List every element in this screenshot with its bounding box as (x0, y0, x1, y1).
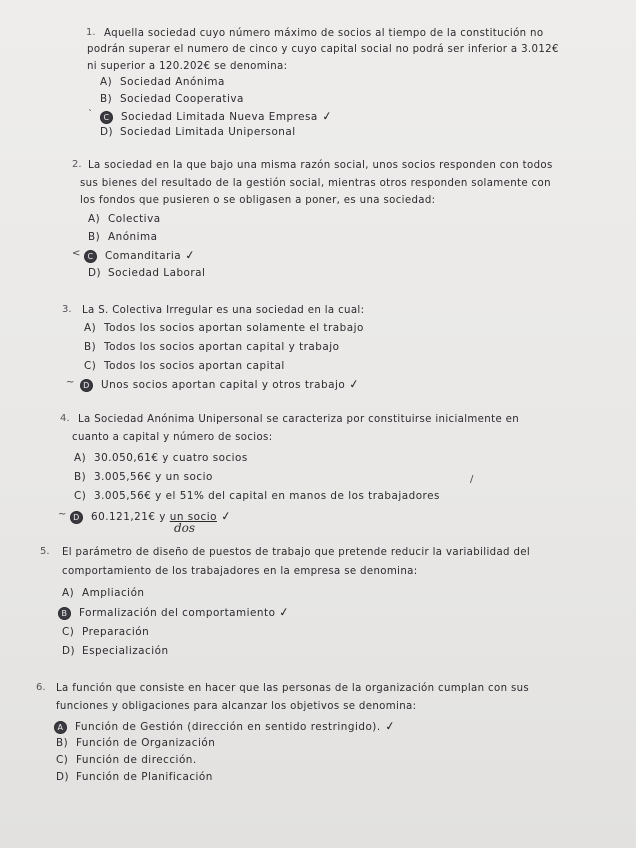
q1-option-a-text: Sociedad Anónima (120, 76, 225, 88)
q3-option-b-letter: B) (84, 341, 97, 353)
question-1-stem (104, 26, 543, 43)
question-2-line-3: los fondos que pusieren o se obligasen a poner, es una sociedad: (80, 194, 436, 206)
question-1-line-2: podrán superar el numero de cinco y cuyo capital social no podrá ser inferior a 3.012€ (87, 44, 559, 55)
q3-option-a-text: Todos los socios aportan solamente el trabajo (104, 322, 364, 334)
question-4-line-1: La Sociedad Anónima Unipersonal se caracteriza por constituirse inicialmente en (78, 414, 520, 425)
q1-option-b-text: Sociedad Cooperativa (120, 93, 244, 105)
q6-option-d-text: Función de Planificación (76, 771, 213, 783)
q4-option-b-letter: B) (74, 471, 87, 483)
q4-check-icon: ✓ (220, 508, 233, 524)
q4-option-b-text: 3.005,56€ y un socio (94, 471, 213, 483)
q2-option-b[interactable] (88, 230, 158, 244)
question-3-line-1: La S. Colectiva Irregular es una sociedad en la cual: (82, 305, 365, 316)
q4-option-b[interactable] (74, 470, 213, 484)
question-4-line-2: cuanto a capital y número de socios: (72, 432, 273, 443)
q5-option-d-letter: D) (62, 645, 76, 657)
q2-option-c-circled-letter: C (84, 250, 97, 263)
q4-answer-dash: ~ (58, 509, 67, 520)
q6-option-a[interactable] (54, 719, 395, 734)
q4-option-d[interactable] (70, 509, 232, 524)
q6-option-b[interactable] (56, 736, 215, 750)
q4-stray-mark: / (470, 474, 474, 485)
q2-option-d-text: Sociedad Laboral (108, 267, 206, 279)
q1-option-a-letter: A) (100, 76, 113, 88)
question-1-line-3: ni superior a 120.202€ se denomina: (87, 60, 288, 72)
q4-option-c-text: 3.005,56€ y el 51% del capital en manos de los trabajadores (94, 490, 440, 502)
q3-option-b-text: Todos los socios aportan capital y trabajo (104, 341, 340, 353)
q5-option-b-text: Formalización del comportamiento (79, 607, 276, 619)
question-4-stem-cont (72, 430, 272, 447)
q2-option-c[interactable] (84, 248, 196, 263)
q4-option-a-letter: A) (74, 452, 87, 464)
q5-option-d[interactable] (62, 644, 169, 658)
question-6-stem-cont (56, 699, 416, 716)
question-3-number: 3. (62, 304, 72, 315)
question-6-stem (56, 681, 529, 698)
q1-option-d[interactable] (100, 125, 296, 139)
q1-option-a[interactable] (100, 75, 225, 89)
q2-option-a-letter: A) (88, 213, 101, 225)
q2-option-c-text: Comanditaria (105, 250, 182, 262)
q5-option-a[interactable] (62, 586, 145, 600)
question-1-line-1: Aquella sociedad cuyo número máximo de socios al tiempo de la constitución no (104, 28, 544, 39)
q4-option-a[interactable] (74, 451, 248, 465)
q6-option-c-letter: C) (56, 754, 69, 766)
question-2-stem (88, 158, 553, 175)
q2-option-b-letter: B) (88, 231, 101, 243)
q3-option-c-letter: C) (84, 360, 97, 372)
q1-option-c[interactable] (100, 109, 332, 124)
question-5-line-2: comportamiento de los trabajadores en la empresa se denomina: (62, 566, 418, 577)
q5-option-b-circled-letter: B (58, 607, 71, 620)
q5-option-c[interactable] (62, 625, 149, 639)
question-6-line-2: funciones y obligaciones para alcanzar los objetivos se denomina: (56, 701, 417, 712)
q3-option-c[interactable] (84, 359, 285, 373)
q5-option-a-letter: A) (62, 587, 75, 599)
q5-option-d-text: Especialización (82, 645, 169, 657)
q3-answer-dash: ~ (66, 377, 75, 388)
q1-option-d-text: Sociedad Limitada Unipersonal (120, 126, 296, 138)
question-5-stem-cont (62, 564, 418, 581)
q6-option-a-text: Función de Gestión (dirección en sentido restringido). (75, 721, 381, 733)
q6-option-b-text: Función de Organización (76, 737, 216, 749)
question-5-number: 5. (40, 546, 50, 557)
q6-option-c[interactable] (56, 753, 197, 767)
q3-option-d-circled-letter: D (80, 379, 93, 392)
q2-option-d-letter: D) (88, 267, 102, 279)
q4-option-a-text: 30.050,61€ y cuatro socios (94, 452, 248, 464)
q3-option-c-text: Todos los socios aportan capital (104, 360, 285, 372)
q5-option-c-text: Preparación (82, 626, 150, 638)
q4-option-c-letter: C) (74, 490, 87, 502)
question-1-stem-cont (87, 42, 559, 75)
q4-option-d-text: 60.121,21€ y un socio (91, 511, 217, 523)
question-2-number: 2. (72, 159, 82, 170)
q2-option-b-text: Anónima (108, 231, 158, 243)
q6-check-icon: ✓ (383, 718, 397, 734)
q5-option-b[interactable] (58, 605, 290, 620)
question-2-line-1: La sociedad en la que bajo una misma razón social, unos socios responden con todos (88, 160, 553, 171)
q1-option-d-letter: D) (100, 126, 114, 138)
q4-option-d-circled-letter: D (70, 511, 83, 524)
q5-option-c-letter: C) (62, 626, 75, 638)
question-1-number: 1. (86, 27, 96, 38)
q5-option-a-text: Ampliación (82, 587, 145, 599)
q3-check-icon: ✓ (348, 376, 361, 392)
question-3-stem (82, 303, 364, 320)
q1-option-c-text: Sociedad Limitada Nueva Empresa (121, 111, 318, 123)
q3-option-a[interactable] (84, 321, 364, 335)
q6-option-d-letter: D) (56, 771, 70, 783)
q1-option-b-letter: B) (100, 93, 113, 105)
q1-check-icon: ✓ (320, 108, 334, 124)
question-4-number: 4. (60, 413, 70, 424)
question-6-line-1: La función que consiste en hacer que las personas de la organización cumplan con sus (56, 683, 530, 694)
q2-answer-dash: < (72, 248, 81, 259)
q1-option-b[interactable] (100, 92, 244, 106)
q3-option-d[interactable] (80, 377, 360, 392)
q3-option-a-letter: A) (84, 322, 97, 334)
q2-check-icon: ✓ (184, 247, 197, 263)
q3-option-d-text: Unos socios aportan capital y otros trabajo (101, 379, 346, 391)
q1-option-c-circled-letter: C (100, 111, 113, 124)
question-5-stem (62, 545, 530, 562)
q6-option-d[interactable] (56, 770, 213, 784)
q2-option-a-text: Colectiva (108, 213, 161, 225)
q4-underlined-phrase: un socio (169, 511, 217, 523)
q5-check-icon: ✓ (278, 604, 291, 620)
question-2-line-2: sus bienes del resultado de la gestión social, mientras otros responden solamente con (80, 178, 551, 189)
question-4-stem (78, 412, 519, 429)
question-5-line-1: El parámetro de diseño de puestos de trabajo que pretende reducir la variabilidad del (62, 547, 531, 558)
q4-handwritten-note: dos (174, 521, 196, 535)
q2-option-d[interactable] (88, 266, 205, 280)
q2-option-a[interactable] (88, 212, 161, 226)
q3-option-b[interactable] (84, 340, 340, 354)
q1-answer-dash: ` (88, 109, 93, 120)
question-2-stem-cont (80, 176, 551, 209)
question-6-number: 6. (36, 682, 46, 693)
q6-option-a-circled-letter: A (54, 721, 67, 734)
q6-option-b-letter: B) (56, 737, 69, 749)
q6-option-c-text: Función de dirección. (76, 754, 197, 766)
q4-option-c[interactable] (74, 489, 440, 503)
